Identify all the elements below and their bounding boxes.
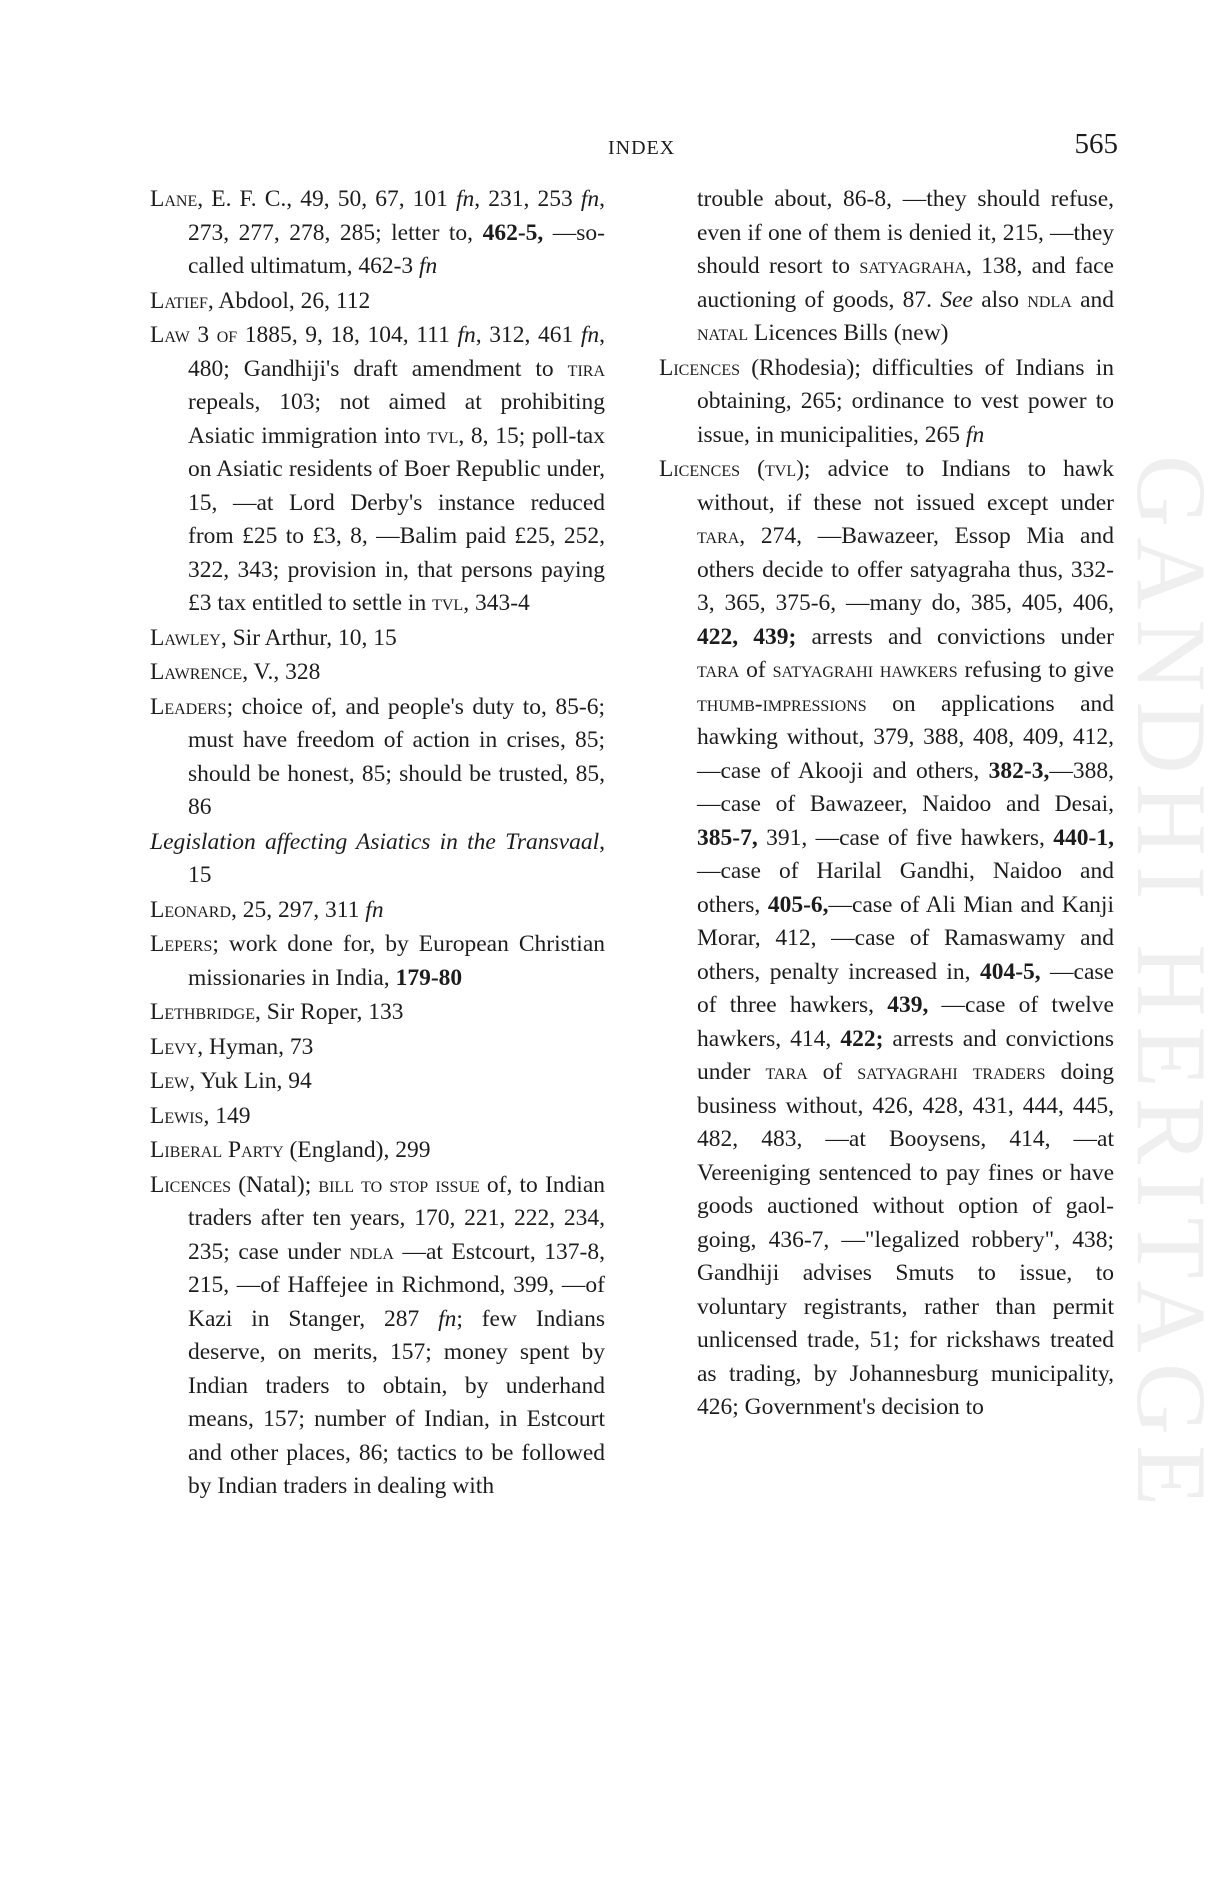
watermark-text: GANDHI HERITAGE [1116,454,1228,1516]
entry-text: trouble about, 86-8, —they should refuse, even if one of them is denied it, 215, —they should resort to [697,186,1114,279]
index-entry [150,1100,605,1134]
entry-text: repeals, 103; not aimed at prohibiting Asiatic immigration into [188,389,605,449]
bold-page-ref: 405-6, [767,891,829,918]
entry-text: , 231, 253 [474,186,581,212]
entry-text: also [972,286,1028,313]
entry-text: (England), 299 [283,1137,431,1163]
italic-text: fn [456,186,475,212]
italic-text: fn [580,186,600,212]
bold-page-ref: 382-3, [988,757,1050,784]
entry-text: —case of Harilal Gandhi, Naidoo and others, [697,858,1114,918]
entry-text: , Yuk Lin, 94 [189,1068,312,1094]
small-caps-text: tvl [764,456,797,482]
entry-text: of [807,1059,858,1085]
small-caps-text: tara [697,657,740,683]
bold-page-ref: 439, [887,992,929,1018]
entry-text: , 138, and face auctioning of goods, 87. [697,253,1114,313]
index-column-right [659,183,1114,1425]
entry-text: , 8, 15; poll-tax on Asiatic residents of Boer Republic under, 15, —at Lord Derby's instance reduced from £25 to £3, 8, —Balim paid £25, 252, 322, 343; provision in, that persons paying £3 tax entitled to settle in [188,422,605,616]
bold-page-ref: 385-7, [697,824,758,851]
running-head: INDEX [608,137,676,159]
entry-text: arrests and convictions under [697,1025,1114,1085]
bold-page-ref: 462-5, [482,219,544,246]
index-entry [659,352,1114,453]
italic-text: fn [419,253,438,279]
small-caps-text: tvl [432,590,464,616]
entry-text: ; few Indians deserve, on merits, 157; money spent by Indian traders to obtain, by underhand means, 157; number of Indian, in Estcourt and other places, 86; tactics to be followed by Indian traders in dealing with [188,1305,606,1499]
entry-text: —at Estcourt, 137-8, 215, —of Haffejee in Richmond, 399, —of Kazi in Stanger, 287 [188,1238,605,1332]
index-entry [150,1169,605,1504]
bold-page-ref: 404-5, [979,958,1041,985]
italic-text: fn [457,322,476,348]
entry-text: 391, —case of five hawkers, [757,824,1054,851]
italic-text: fn [580,322,600,348]
entry-text: , 273, 277, 278, 285; letter to, [188,186,606,246]
entry-heading: Leonard [150,896,232,923]
entry-text: , V., 328 [242,659,321,685]
entry-text: , Hyman, 73 [197,1033,314,1060]
entry-text: —case of Ali Mian and Kanji Morar, 412, —case of Ramaswamy and others, penalty increased in, [697,891,1114,985]
index-entry [150,656,605,690]
entry-text: , 274, —Bawazeer, Essop Mia and others decide to offer satyagraha thus, 332-3, 365, 375-6, —many do, 385, 405, 406, [697,523,1114,616]
italic-text: fn [965,421,985,448]
small-caps-text: natal [697,320,749,346]
bold-page-ref: 179-80 [395,964,463,991]
entry-heading: Lane, E. F. C. [150,186,287,212]
entry-text: —388, —case of Bawazeer, Naidoo and Desai, [697,757,1114,817]
index-entry [150,1031,605,1065]
entry-text: —case of three hawkers, [697,958,1114,1018]
small-caps-text: ndla [1027,286,1072,313]
italic-text: fn [365,896,384,923]
entry-text: , Abdool, 26, 112 [207,287,371,314]
entry-heading: Lawrence [150,659,243,685]
entry-text: , Sir Arthur, 10, 15 [220,624,397,651]
entry-heading: Licences [659,354,741,381]
small-caps-text: tara [697,523,740,549]
entry-text: , 149 [203,1102,251,1129]
entry-text: Licences Bills (new) [748,320,949,346]
entry-text: , 312, 461 [475,322,581,348]
entry-text: ( [740,456,765,482]
entry-heading: Lepers [150,931,213,957]
entry-text: , 343-4 [463,590,530,616]
italic-text: fn [438,1305,457,1332]
small-caps-text: satyagraha [859,253,967,279]
entry-text: , 25, 297, 311 [231,896,366,923]
bold-page-ref: 422, 439; [697,623,797,650]
page-number: 565 [1074,128,1118,160]
small-caps-text: bill to stop issue [318,1171,480,1198]
entry-text: of [739,657,773,683]
small-caps-text: satyagrahi traders [857,1059,1046,1085]
watermark [1116,454,1228,1516]
index-entry [150,285,605,319]
index-entry [150,319,605,621]
italic-text: Legislation affecting Asiatics in the Transvaal [150,828,600,855]
entry-text: on applications and hawking without, 379, 388, 408, 409, 412, —case of Akooji and others, [697,690,1114,784]
bold-page-ref: 422; [840,1025,884,1052]
entry-text: , 9, 18, 104, 111 [291,322,458,348]
small-caps-text: tira [567,355,605,382]
italic-text: See [940,286,973,313]
entry-heading: Licences [150,1171,232,1198]
entry-text: refusing to give [957,657,1115,683]
entry-text: arrests and convictions under [796,623,1114,650]
entry-heading: Liberal Party [150,1137,284,1163]
index-column-left [150,183,605,1504]
entry-text: ; choice of, and people's duty to, 85-6; must have freedom of action in crises, 85; should be honest, 85; should be trusted, 85, 86 [188,693,605,820]
entry-heading: Latief [150,287,208,314]
index-entry [150,928,605,995]
small-caps-text: tvl [427,422,459,449]
small-caps-text: satyagrahi hawkers [772,657,958,683]
index-entry [150,826,605,893]
small-caps-text: ndla [349,1238,394,1265]
entry-text: doing business without, 426, 428, 431, 444, 445, 482, 483, —at Booysens, 414, —at Vereeniging sentenced to pay fines or have goods auctioned without option of gaol-going, 436-7, —"legalized robbery", 438; Gandhiji advises Smuts to issue, to voluntary registrants, rather than permit unlicensed trade, 51; for rickshaws treated as trading, by Johannesburg municipality, 426; Government's decision to [697,1059,1115,1420]
entry-text: —so-called ultimatum, 462-3 [188,219,605,279]
index-entry [150,996,605,1030]
index-entry [659,453,1114,1425]
index-entry-continued [659,183,1114,351]
entry-heading: Licences [659,456,741,482]
entry-heading: Law 3 of 1885 [150,322,292,348]
entry-text: (Rhodesia); difficulties of Indians in obtaining, 265; ordinance to vest power to issue, in municipalities, 265 [697,354,1114,448]
entry-text: —case of twelve hawkers, 414, [697,992,1114,1052]
index-entry [150,894,605,928]
index-entry [150,1065,605,1099]
entry-heading: Lewis [150,1102,204,1129]
entry-heading: Lew [150,1068,190,1094]
entry-heading: Leaders [150,693,227,720]
index-entry [150,183,605,284]
entry-text: (Natal); [231,1171,319,1198]
entry-text: , 480; Gandhiji's draft amendment to [188,322,605,382]
entry-text: , 49, 50, 67, 101 [286,186,457,212]
index-entry [150,1134,605,1168]
index-entry [150,622,605,656]
entry-text: ); advice to Indians to hawk without, if these not issued except under [697,456,1114,516]
small-caps-text: tara [765,1059,808,1085]
entry-text: ; work done for, by European Christian missionaries in India, [188,931,605,991]
entry-text: , 15 [188,828,605,888]
bold-page-ref: 440-1, [1053,824,1114,851]
entry-text: and [1071,286,1114,313]
entry-heading: Levy [150,1033,198,1060]
small-caps-text: thumb-impressions [697,690,867,717]
index-entry [150,691,605,825]
entry-heading: Lawley [150,624,221,651]
entry-heading: Lethbridge [150,999,256,1025]
entry-text: of, to Indian traders after ten years, 170, 221, 222, 234, 235; case under [188,1171,605,1265]
entry-text: , Sir Roper, 133 [255,999,404,1025]
